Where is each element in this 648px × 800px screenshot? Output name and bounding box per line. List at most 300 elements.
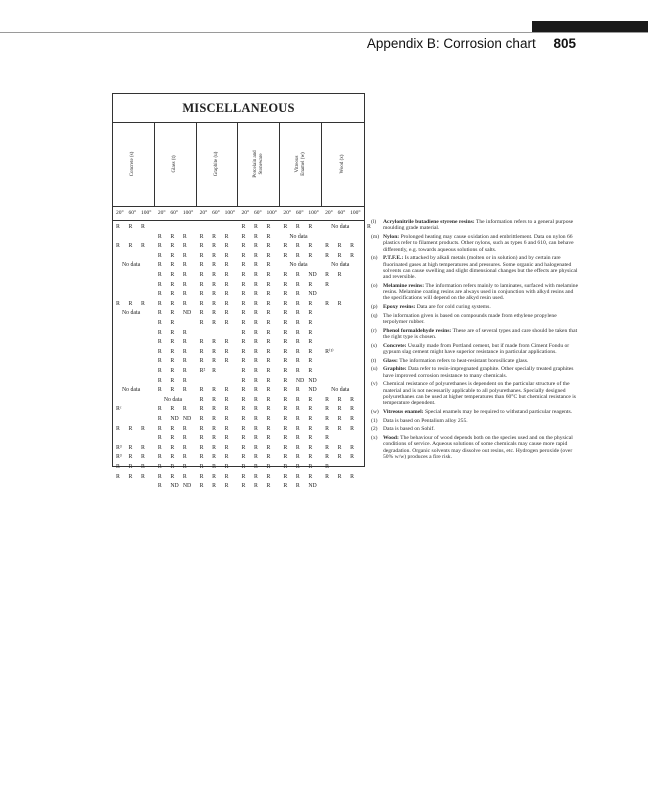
table-cell-14-1-1: R: [170, 358, 175, 365]
page-header: [367, 36, 576, 51]
footnote-body: Data is based on Pentalium alloy 255.: [383, 417, 468, 424]
table-cell-16-4-2: ND: [308, 377, 317, 384]
table-cell-20-5-1: R: [337, 416, 342, 422]
table-cell-text: No data: [122, 310, 141, 317]
table-cell-21-1-2: R: [182, 425, 187, 432]
table-cell-11-1-2: R: [182, 329, 187, 336]
table-cell-3-2-1: R: [212, 252, 217, 259]
material-header-row: [113, 122, 364, 207]
temperature-label: 60°: [128, 210, 137, 216]
table-cell-9-2-1: R: [212, 310, 217, 317]
table-cell-15-1-0: R: [157, 368, 162, 374]
table-cell-21-4-0: R: [283, 425, 288, 432]
table-cell-12-4-2: R: [308, 339, 313, 346]
table-cell-6-3-2: R: [266, 281, 271, 288]
temperature-label: 20°: [199, 210, 208, 216]
table-cell-3-4-0: R: [283, 252, 288, 259]
table-cell-21-1-1: R: [170, 425, 175, 432]
footnote-item: [371, 219, 579, 232]
table-cell-6-1-1: R: [170, 281, 175, 288]
table-cell-27-2-0: R: [199, 483, 204, 490]
table-cell-23-0-1: R: [128, 444, 133, 451]
table-cell-18-2-0: R: [199, 396, 204, 403]
table-cell-23-4-2: R: [308, 444, 313, 451]
table-cell-6-2-2: R: [224, 281, 229, 288]
footnote-text: [383, 366, 579, 379]
table-cell-2-2-0: R: [199, 243, 204, 250]
page-number: 805: [553, 36, 576, 51]
table-cell-19-4-0: R: [283, 406, 288, 413]
table-cell-0-3-1: R: [254, 224, 258, 230]
table-cell-2-1-1: R: [170, 243, 175, 250]
corrosion-table: [112, 93, 371, 490]
table-cell-3-3-1: R: [254, 252, 258, 259]
table-cell-2-5-2: R: [350, 243, 355, 250]
temperature-label: 20°: [325, 210, 333, 216]
table-cell-24-0-0: R³: [116, 454, 122, 461]
table-cell-9-4-2: R: [308, 310, 313, 317]
table-cell-25-5-0: R: [325, 464, 330, 470]
table-cell-3-1-1: R: [170, 252, 175, 259]
footnote-key: (v): [371, 381, 378, 388]
table-cell-24-2-2: R: [224, 454, 229, 461]
table-cell-22-4-2: R: [308, 435, 313, 442]
table-cell-0-0-0: R: [116, 224, 120, 230]
table-cell-2-0-1: R: [128, 243, 133, 250]
table-cell-24-3-2: R: [266, 454, 271, 461]
table-cell-14-2-0: R: [199, 358, 204, 365]
table-cell-20-1-2: ND: [182, 416, 192, 422]
footnote-key: (o): [371, 282, 378, 289]
table-cell-12-4-1: R: [295, 339, 300, 346]
table-cell-4-1-1: R: [170, 262, 175, 269]
table-cell-4-2-1: R: [212, 262, 217, 269]
footnote-body: The information refers to a general purpose moulding grade material.: [383, 219, 574, 232]
table-cell-12-3-1: R: [254, 339, 258, 346]
table-cell-26-2-0: R: [199, 473, 204, 480]
temperature-label: 20°: [283, 210, 292, 216]
header-title: Appendix B: Corrosion chart: [366, 36, 536, 51]
material-label: Concrete (s): [130, 151, 136, 177]
table-cell-10-3-0: R: [241, 320, 246, 326]
footnote-item: [371, 313, 579, 326]
table-cell-18-4-2: R: [308, 396, 313, 403]
table-cell-6-1-0: R: [157, 281, 162, 288]
table-cell-12-1-2: R: [182, 339, 187, 346]
table-cell-22-4-0: R: [283, 435, 288, 442]
table-cell-18-3-0: R: [241, 396, 246, 403]
footnote-title: Graphite:: [383, 366, 407, 373]
table-cell-27-2-1: R: [212, 483, 217, 490]
table-cell-21-3-0: R: [241, 425, 246, 432]
footnote-item: [371, 426, 579, 432]
table-cell-20-1-0: R: [157, 416, 162, 422]
table-cell-26-1-0: R: [157, 473, 162, 480]
footnote-key: (r): [371, 327, 377, 334]
table-cell-1-2-0: R: [199, 233, 204, 240]
footnote-text: [383, 313, 579, 326]
footnotes: [371, 219, 579, 463]
table-cell-26-5-2: R: [350, 473, 355, 480]
material-column-header: [113, 122, 155, 206]
table-cell-6-3-1: R: [254, 281, 258, 288]
temperature-label: 60°: [295, 210, 304, 216]
table-cell-5-3-0: R: [241, 272, 246, 278]
footnote-text: [383, 409, 579, 415]
table-cell-20-2-1: R: [212, 416, 217, 422]
table-cell-2-0-2: R: [141, 243, 145, 250]
table-cell-3-5-0: R: [325, 252, 330, 259]
table-cell-20-2-2: R: [224, 416, 229, 422]
table-cell-7-1-0: R: [157, 291, 162, 298]
table-cell-26-4-2: R: [308, 473, 313, 480]
footnote-body: The behaviour of wood depends both on the species used and on the physical conditions of service. Aqueous solutions of some chemicals may cause more rapid degradation. Organic solvents may dissolve out resins, etc. Hydrogen peroxide (over 50% w/w) produces a fire risk.: [383, 435, 573, 460]
table-cell-24-2-1: R: [212, 454, 217, 461]
table-cell-26-5-1: R: [337, 473, 342, 480]
table-cell-13-3-2: R: [266, 348, 271, 355]
table-cell-text: No data: [122, 387, 141, 394]
table-cell-16-1-2: R: [182, 377, 187, 384]
table-cell-21-2-2: R: [224, 425, 229, 432]
footnote-item: [371, 328, 579, 341]
temperature-label: 20°: [116, 210, 124, 216]
table-cell-5-2-1: R: [212, 272, 217, 278]
footnote-text: [383, 426, 579, 432]
table-cell-23-4-0: R: [283, 444, 288, 451]
footnote-key: (s): [371, 342, 377, 349]
temperature-label: 100°: [224, 210, 236, 216]
table-cell-26-2-1: R: [212, 473, 217, 480]
material-column-header: [239, 122, 281, 206]
table-cell-2-2-1: R: [212, 243, 217, 250]
table-cell-2-4-2: R: [308, 243, 313, 250]
table-cell-3-1-0: R: [157, 252, 162, 259]
table-cell-19-3-0: R: [241, 406, 246, 413]
table-cell-21-3-2: R: [266, 425, 271, 432]
table-cell-25-3-0: R: [241, 464, 246, 470]
table-cell-5-2-2: R: [224, 272, 229, 278]
table-cell-23-1-2: R: [182, 444, 187, 451]
table-cell-21-1-0: R: [157, 425, 162, 432]
table-cell-12-1-1: R: [170, 339, 175, 346]
table-cell-12-2-0: R: [199, 339, 204, 346]
material-label: Glass (t): [172, 155, 178, 173]
table-cell-24-3-0: R: [241, 454, 246, 461]
table-cell-7-3-1: R: [254, 291, 258, 298]
table-cell-17-2-2: R: [224, 387, 229, 394]
table-cell-27-3-2: R: [266, 483, 271, 490]
footnote-title: Melamine resins:: [383, 282, 425, 289]
temperature-label: 100°: [141, 210, 152, 216]
table-cell-5-1-0: R: [157, 272, 162, 278]
temperature-header-row: [113, 206, 364, 221]
table-cell-22-5-0: R: [325, 435, 330, 442]
table-cell-20-4-2: R: [308, 416, 313, 422]
table-cell-21-4-2: R: [308, 425, 313, 432]
table-cell-6-4-2: R: [308, 281, 313, 288]
footnote-text: [383, 219, 579, 232]
table-cell-0-4-2: R: [308, 224, 313, 230]
table-cell-18-3-1: R: [254, 396, 258, 403]
footnote-body: Data is based on Sohif.: [383, 426, 435, 433]
table-cell-14-3-0: R: [241, 358, 246, 365]
table-cell-7-2-2: R: [224, 291, 229, 298]
footnote-body: The information refers mainly to laminates, surfaced with melamine resins. Melamine coating resins are always used in conjunction with alkyd resins and the specifications will depend on the alkyd resin used.: [383, 282, 579, 302]
table-cell-12-4-0: R: [283, 339, 288, 346]
table-cell-26-3-2: R: [266, 473, 271, 480]
table-cell-12-2-1: R: [212, 339, 217, 346]
table-cell-text: No data: [331, 262, 350, 269]
table-cell-7-2-0: R: [199, 291, 204, 298]
table-cell-9-3-1: R: [254, 310, 258, 317]
table-cell-15-3-1: R: [254, 368, 258, 374]
footnote-text: [383, 328, 579, 341]
table-cell-15-3-0: R: [241, 368, 246, 374]
table-cell-2-5-1: R: [337, 243, 342, 250]
footnote-key: (u): [371, 366, 378, 373]
table-cell-20-3-1: R: [254, 416, 258, 422]
material-label: Graphite (u): [214, 151, 220, 177]
footnote-key: (p): [371, 304, 378, 311]
table-cell-13-1-2: R: [182, 348, 187, 355]
table-cell-7-4-0: R: [283, 291, 288, 298]
table-cell-27-3-1: R: [254, 483, 258, 490]
table-cell-4-1-2: R: [182, 262, 187, 269]
table-cell-8-4-1: R: [295, 300, 300, 307]
table-cell-21-5-1: R: [337, 425, 342, 432]
table-title-cell: [113, 94, 364, 123]
table-cell-10-4-2: R: [308, 320, 313, 326]
table-cell-21-4-1: R: [295, 425, 300, 432]
table-cell-text: No data: [289, 262, 308, 269]
table-cell-21-5-0: R: [325, 425, 330, 432]
table-cell-5-3-1: R: [254, 272, 258, 278]
table-cell-25-2-1: R: [212, 464, 217, 470]
table-cell-24-1-1: R: [170, 454, 175, 461]
table-cell-25-4-2: R: [308, 464, 313, 470]
table-cell-22-1-0: R: [157, 435, 162, 442]
table-cell-25-4-1: R: [295, 464, 300, 470]
footnote-item: [371, 234, 579, 253]
table-cell-2-4-1: R: [295, 243, 300, 250]
footnote-item: [371, 358, 579, 364]
table-cell-18-4-0: R: [283, 396, 288, 403]
table-cell-8-3-0: R: [241, 300, 246, 307]
table-cell-20-5-0: R: [325, 416, 330, 422]
table-cell-8-5-1: R: [337, 300, 342, 307]
table-cell-23-2-2: R: [224, 444, 229, 451]
footnote-title: Acrylonitrile butadiene styrene resins:: [383, 219, 475, 225]
table-cell-0-3-2: R: [266, 224, 271, 230]
table-cell-17-4-0: R: [283, 387, 288, 394]
footnote-body: The information given is based on compounds made from ethylene propylene terpolymer rubber.: [383, 312, 557, 326]
table-cell-11-3-0: R: [241, 329, 246, 336]
table-cell-13-4-0: R: [283, 348, 288, 355]
table-cell-19-4-2: R: [308, 406, 313, 413]
table-cell-8-0-1: R: [128, 300, 133, 307]
table-cell-25-1-0: R: [157, 464, 162, 470]
table-cell-3-4-2: R: [308, 252, 313, 259]
table-cell-7-1-2: R: [182, 291, 187, 298]
table-cell-1-1-2: R: [182, 233, 187, 240]
table-cell-13-3-1: R: [254, 348, 258, 355]
table-cell-15-3-2: R: [266, 368, 271, 374]
footnote-body: Data refer to resin-impregnated graphite. Other specially treated graphites have improved corrosion resistance to many chemicals.: [383, 366, 574, 379]
table-cell-26-3-1: R: [254, 473, 258, 480]
table-cell-21-0-2: R: [141, 425, 145, 432]
material-label: Wood (x): [340, 154, 346, 174]
table-cell-18-2-1: R: [212, 396, 217, 403]
footnote-title: Wood:: [383, 435, 399, 442]
table-cell-3-4-1: R: [295, 252, 300, 259]
table-cell-2-2-2: R: [224, 243, 229, 250]
table-cell-20-3-2: R: [266, 416, 271, 422]
footnote-item: [371, 381, 579, 406]
table-cell-17-3-0: R: [241, 387, 246, 394]
table-cell-19-4-1: R: [295, 406, 300, 413]
table-cell-18-3-2: R: [266, 396, 271, 403]
table-cell-8-0-2: R: [141, 300, 145, 307]
table-cell-5-3-2: R: [266, 272, 271, 278]
table-cell-15-4-2: R: [308, 368, 313, 374]
footnote-body: Special enamels may be required to withstand particular reagents.: [423, 409, 573, 416]
table-cell-10-3-2: R: [266, 320, 271, 326]
table-cell-16-1-1: R: [170, 377, 175, 384]
table-cell-5-1-2: R: [182, 272, 187, 278]
table-cell-19-2-2: R: [224, 406, 229, 413]
footnote-title: P.T.F.E.:: [383, 255, 404, 262]
table-cell-16-3-0: R: [241, 377, 246, 384]
table-cell-13-2-2: R: [224, 348, 229, 355]
footnote-key: (q): [371, 312, 378, 319]
table-cell-24-4-1: R: [295, 454, 300, 461]
table-cell-5-2-0: R: [199, 272, 204, 278]
table-cell-18-5-2: R: [350, 396, 355, 403]
table-cell-23-2-0: R: [199, 444, 204, 451]
footnote-key: (w): [371, 409, 379, 416]
table-cell-24-1-2: R: [182, 454, 187, 461]
table-cell-19-1-0: R: [157, 406, 162, 413]
footnote-key: (l): [371, 219, 377, 225]
material-column-header: [197, 122, 239, 206]
temperature-label: 100°: [182, 210, 194, 216]
table-cell-23-5-0: R: [325, 444, 330, 451]
table-cell-19-5-0: R: [325, 406, 330, 413]
table-cell-24-3-1: R: [254, 454, 258, 461]
table-cell-4-1-0: R: [157, 262, 162, 269]
table-cell-16-3-2: R: [266, 377, 271, 384]
table-cell-2-4-0: R: [283, 243, 288, 250]
table-cell-3-3-2: R: [266, 252, 271, 259]
table-cell-16-4-0: R: [283, 377, 288, 384]
table-cell-6-2-1: R: [212, 281, 217, 288]
footnote-item: [371, 409, 579, 415]
table-cell-13-4-1: R: [295, 348, 300, 355]
table-cell-19-2-1: R: [212, 406, 217, 413]
footnote-item: [371, 418, 579, 424]
table-cell-25-1-1: R: [170, 464, 175, 470]
table-cell-2-5-0: R: [325, 243, 330, 250]
footnote-body: Is attacked by alkali metals (molten or in solution) and by certain rare fluorinated gases at high temperatures and pressures. Some organic and halogenated solvents can cause swelling and slight dimensional changes but the effects are physical and reversible.: [383, 255, 578, 281]
table-cell-8-3-1: R: [254, 300, 258, 307]
table-cell-22-4-1: R: [295, 435, 300, 442]
table-cell-7-4-1: R: [295, 291, 300, 298]
table-cell-20-5-2: R: [350, 416, 355, 422]
footnote-item: [371, 255, 579, 280]
table-cell-15-4-0: R: [283, 368, 288, 374]
table-cell-15-1-1: R: [170, 368, 175, 374]
table-cell-14-4-0: R: [283, 358, 288, 365]
table-cell-22-3-1: R: [254, 435, 258, 442]
table-cell-26-1-2: R: [182, 473, 187, 480]
temperature-label: 100°: [308, 210, 319, 216]
table-cell-14-3-2: R: [266, 358, 271, 365]
table-cell-27-4-0: R: [283, 483, 288, 490]
table-cell-26-0-2: R: [141, 473, 145, 480]
table-cell-4-2-2: R: [224, 262, 229, 269]
header-rule: [0, 32, 648, 33]
table-cell-7-3-0: R: [241, 291, 246, 298]
table-cell-16-3-1: R: [254, 377, 258, 384]
table-cell-17-1-2: R: [182, 387, 187, 394]
table-cell-19-3-1: R: [254, 406, 258, 413]
table-cell-0-6-0: R: [367, 224, 371, 230]
table-cell-7-2-1: R: [212, 291, 217, 298]
table-cell-2-1-0: R: [157, 243, 162, 250]
table-cell-13-2-1: R: [212, 348, 217, 355]
table-cell-25-3-2: R: [266, 464, 271, 470]
table-cell-25-0-0: R: [116, 464, 120, 470]
table-cell-5-1-1: R: [170, 272, 175, 278]
table-cell-6-4-0: R: [283, 281, 288, 288]
footnote-body: These are of several types and care should be taken that the right type is chosen.: [383, 327, 578, 341]
table-cell-4-3-1: R: [254, 262, 258, 269]
table-cell-22-3-2: R: [266, 435, 271, 442]
table-cell-23-0-2: R: [141, 444, 145, 451]
table-cell-0-0-1: R: [128, 224, 133, 230]
table-cell-19-3-2: R: [266, 406, 271, 413]
material-label: Porcelain and Stoneware: [252, 150, 264, 178]
table-cell-18-2-2: R: [224, 396, 229, 403]
table-cell-8-3-2: R: [266, 300, 271, 307]
table-cell-21-0-1: R: [128, 425, 133, 432]
table-cell-14-1-2: R: [182, 358, 187, 365]
table-cell-1-3-2: R: [266, 233, 271, 240]
table-cell-1-1-0: R: [157, 233, 162, 240]
table-title: MISCELLANEOUS: [182, 101, 295, 115]
table-cell-14-4-1: R: [295, 358, 300, 365]
table-cell-21-0-0: R: [116, 425, 120, 432]
table-cell-24-0-2: R: [141, 454, 145, 461]
footnote-text: [383, 283, 579, 302]
table-cell-25-4-0: R: [283, 464, 288, 470]
footnote-text: [383, 358, 579, 364]
table-cell-10-4-0: R: [283, 320, 288, 326]
table-cell-19-2-0: R: [199, 406, 204, 413]
table-cell-23-3-2: R: [266, 444, 271, 451]
table-cell-26-4-1: R: [295, 473, 300, 480]
table-cell-20-4-1: R: [295, 416, 300, 422]
table-cell-27-2-2: R: [224, 483, 229, 490]
table-cell-12-3-2: R: [266, 339, 271, 346]
table-cell-11-4-0: R: [283, 329, 288, 336]
table-cell-1-2-1: R: [212, 233, 217, 240]
table-cell-10-2-1: R: [212, 320, 217, 326]
footnote-title: Concrete:: [383, 342, 407, 349]
table-cell-26-5-0: R: [325, 473, 330, 480]
table-cell-4-3-0: R: [241, 262, 246, 269]
table-cell-9-3-2: R: [266, 310, 271, 317]
